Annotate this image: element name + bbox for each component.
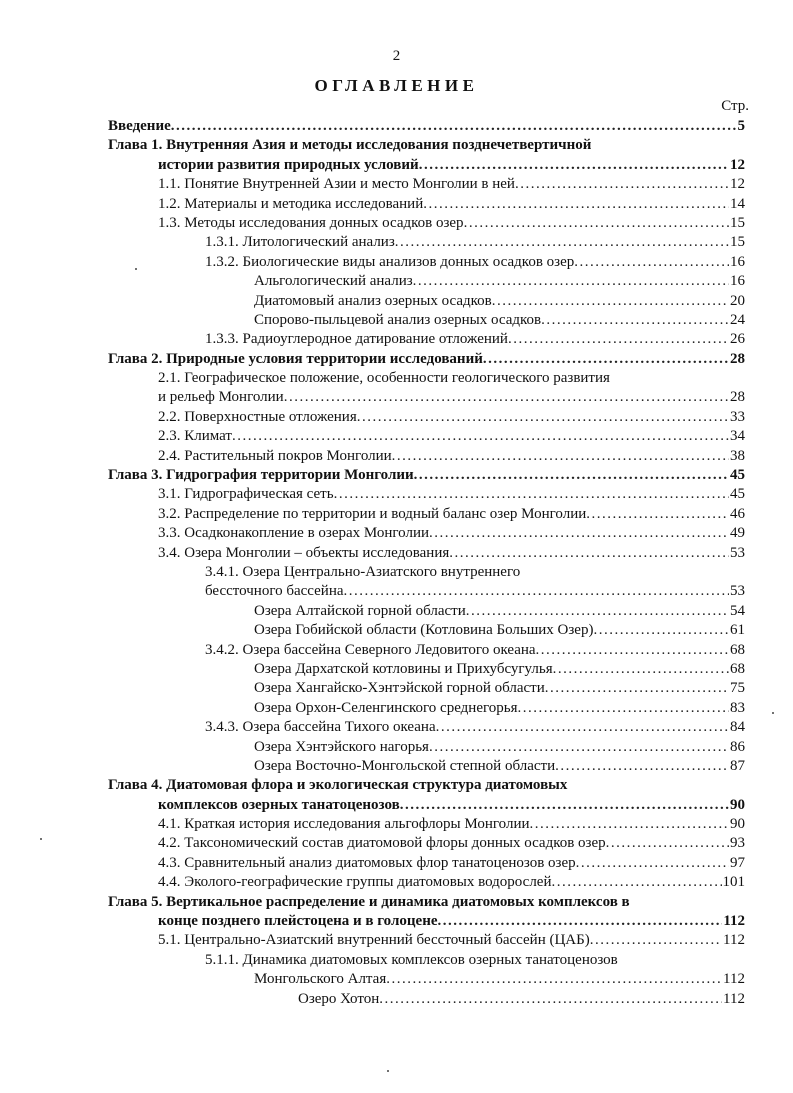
toc-entry	[108, 776, 745, 795]
toc-entry-row	[158, 427, 745, 446]
toc-entry-row	[158, 524, 745, 543]
dot-leader	[171, 117, 737, 136]
toc-entry-row	[158, 175, 745, 194]
toc-entry-title: Озера Хангайско-Хэнтэйской горной области	[254, 680, 545, 697]
toc-entry-title: 2.2. Поверхностные отложения	[158, 408, 357, 425]
toc-entry	[108, 738, 745, 757]
toc-entry-row	[158, 544, 745, 563]
scan-speck	[387, 1070, 389, 1072]
toc-entry	[108, 563, 745, 582]
toc-entry-row	[298, 990, 745, 1009]
dot-leader	[545, 679, 729, 698]
dot-leader	[541, 311, 729, 330]
toc-entry-page: 97	[730, 854, 745, 871]
toc-entry	[108, 272, 745, 291]
toc-entry-title: 3.1. Гидрографическая сеть	[158, 486, 334, 503]
toc-entry-row	[158, 854, 745, 873]
scan-speck	[40, 838, 42, 840]
toc-entry-title: 3.4.2. Озера бассейна Северного Ледовитого океана	[205, 641, 536, 658]
toc-entry-title: Озера Орхон-Селенгинского среднегорья	[254, 699, 518, 716]
dot-leader	[518, 699, 730, 718]
toc-entry-title: 1.3.1. Литологический анализ	[205, 234, 395, 251]
toc-entry-row	[254, 699, 745, 718]
dot-leader	[576, 854, 729, 873]
toc-entry	[108, 505, 745, 524]
dot-leader	[438, 912, 723, 931]
toc-entry-page: 33	[730, 408, 745, 425]
toc-entry	[108, 350, 745, 369]
dot-leader	[590, 931, 722, 950]
toc-entry	[108, 427, 745, 446]
toc-entry	[108, 796, 745, 815]
toc-entry-page: 84	[730, 719, 745, 736]
toc-entry-page: 28	[730, 389, 745, 406]
toc-entry-row	[108, 350, 745, 369]
toc-entry	[108, 524, 745, 543]
scan-speck	[135, 268, 137, 270]
toc-entry	[108, 136, 745, 155]
toc-entry-title: 1.3.2. Биологические виды анализов донных осадков озер	[205, 253, 575, 270]
toc-entry-row	[254, 311, 745, 330]
toc-entry-title: бессточного бассейна	[205, 583, 344, 600]
toc-entry-row	[205, 233, 745, 252]
dot-leader	[419, 156, 729, 175]
toc-entry	[108, 311, 745, 330]
toc-entry-page: 53	[730, 544, 745, 561]
toc-entry-row	[205, 718, 745, 737]
toc-entry	[108, 621, 745, 640]
toc-entry	[108, 873, 745, 892]
toc-entry-page: 26	[730, 331, 745, 348]
toc-entry-title: 3.4.3. Озера бассейна Тихого океана	[205, 719, 436, 736]
toc-entry-title: 2.4. Растительный покров Монголии	[158, 447, 392, 464]
toc-entry-row	[158, 912, 745, 931]
toc-entry-row	[108, 466, 745, 485]
toc-entry-title: Введение	[108, 118, 171, 134]
dot-leader	[423, 195, 729, 214]
toc-entry-row	[254, 660, 745, 679]
toc-entry	[108, 679, 745, 698]
dot-leader	[586, 505, 729, 524]
toc-entry-title: 1.1. Понятие Внутренней Азии и место Монголии в ней	[158, 176, 515, 193]
dot-leader	[530, 815, 730, 834]
toc-entry-page: 28	[730, 350, 745, 367]
toc-entry-title: 2.3. Климат	[158, 428, 232, 445]
toc-entry	[108, 893, 745, 912]
toc-entry	[108, 815, 745, 834]
dot-leader	[552, 873, 722, 892]
toc-entry-title: Спорово-пыльцевой анализ озерных осадков	[254, 311, 542, 328]
toc-entry-title: и рельеф Монголии	[158, 389, 284, 406]
toc-entry-title: 3.2. Распределение по территории и водный баланс озер Монголии	[158, 505, 587, 522]
toc-entry-title: Озера Восточно-Монгольской степной области	[254, 757, 556, 774]
scan-speck	[772, 712, 774, 714]
toc-entry-page: 83	[730, 699, 745, 716]
toc-entry	[108, 699, 745, 718]
toc-entry-title: 1.2. Материалы и методика исследований	[158, 195, 424, 212]
dot-leader	[429, 738, 729, 757]
toc-entry-page: 75	[730, 680, 745, 697]
toc-entry-row	[158, 447, 745, 466]
dot-leader	[483, 350, 729, 369]
toc-entry-title: Диатомовый анализ озерных осадков	[254, 292, 492, 309]
toc-entry-row	[254, 272, 745, 291]
toc-entry-title: Глава 1. Внутренняя Азия и методы исследования позднечетвертичной	[108, 137, 592, 154]
toc-entry	[108, 292, 745, 311]
dot-leader	[593, 621, 729, 640]
toc-entry-title: 2.1. Географическое положение, особенности геологического развития	[158, 370, 610, 387]
toc-entry-page: 101	[722, 874, 745, 891]
toc-entry	[108, 602, 745, 621]
toc-entry-page: 68	[730, 660, 745, 677]
toc-entry-row	[254, 292, 745, 311]
toc-entry-row	[254, 970, 745, 989]
dot-leader	[436, 718, 729, 737]
toc-entry-title: истории развития природных условий	[158, 156, 419, 173]
toc-entry-title: 1.3. Методы исследования донных осадков озер	[158, 214, 464, 231]
toc-entry-page: 54	[730, 602, 745, 619]
toc-entry-title: 4.3. Сравнительный анализ диатомовых флор танатоценозов озер	[158, 854, 576, 871]
toc-entry	[108, 990, 745, 1009]
toc-entry-title: Монгольского Алтая	[254, 971, 387, 988]
toc-entry-title: Озера Алтайской горной области	[254, 602, 466, 619]
toc-entry	[108, 408, 745, 427]
toc-entry-row	[254, 757, 745, 776]
toc-entry-page: 112	[723, 932, 745, 949]
toc-entry-row	[108, 136, 745, 155]
toc-entry-row	[254, 602, 745, 621]
dot-leader	[492, 292, 729, 311]
toc-entry	[108, 447, 745, 466]
toc-entry	[108, 757, 745, 776]
toc-entry	[108, 233, 745, 252]
toc-entry-page: 90	[730, 796, 745, 813]
dot-leader	[284, 388, 729, 407]
toc-entry-page: 90	[730, 816, 745, 833]
dot-leader	[449, 544, 729, 563]
toc-entry-row	[108, 776, 745, 795]
toc-entry-title: 4.2. Таксономический состав диатомовой флоры донных осадков озер	[158, 835, 606, 852]
toc-entry-page: 68	[730, 641, 745, 658]
toc-entry-title: 1.3.3. Радиоуглеродное датирование отложений	[205, 331, 508, 348]
toc-entry-row	[158, 408, 745, 427]
toc-entry-row	[158, 931, 745, 950]
toc-entry	[108, 544, 745, 563]
dot-leader	[386, 970, 722, 989]
dot-leader	[555, 757, 729, 776]
toc-entry-title: 4.1. Краткая история исследования альгофлоры Монголии	[158, 816, 530, 833]
toc-entry-row	[158, 796, 745, 815]
toc-entry-title: 5.1. Центрально-Азиатский внутренний бессточный бассейн (ЦАБ)	[158, 932, 590, 949]
toc-entry-row	[205, 582, 745, 601]
toc-entry-page: 12	[730, 176, 745, 193]
toc-entry	[108, 330, 745, 349]
toc-entry-row	[158, 815, 745, 834]
toc-entry	[108, 834, 745, 853]
page-number: 2	[392, 48, 401, 64]
toc-entry-page: 16	[730, 273, 745, 290]
toc-entry	[108, 854, 745, 873]
toc-entry	[108, 195, 745, 214]
toc-entry-page: 49	[730, 525, 745, 542]
toc-entry-page: 15	[730, 234, 745, 251]
toc-entry-title: 3.3. Осадконакопление в озерах Монголии	[158, 525, 430, 542]
dot-leader	[606, 834, 729, 853]
dot-leader	[413, 272, 729, 291]
toc-entry-title: Озера Дархатской котловины и Прихубсугулья	[254, 660, 553, 677]
toc-entry	[108, 912, 745, 931]
toc-entry-page: 112	[723, 913, 745, 930]
dot-leader	[508, 330, 729, 349]
toc-entry-row	[254, 621, 745, 640]
toc-entry	[108, 175, 745, 194]
toc-entry-title: Глава 2. Природные условия территории исследований	[108, 350, 483, 367]
page-title: ОГЛАВЛЕНИЕ	[314, 76, 479, 95]
toc-entry-page: 112	[723, 971, 745, 988]
dot-leader	[400, 796, 729, 815]
toc-entry-page: 34	[730, 428, 745, 445]
dot-leader	[379, 990, 722, 1009]
toc-entry	[108, 931, 745, 950]
toc-entry	[108, 641, 745, 660]
toc-entry-row	[108, 117, 745, 136]
dot-leader	[464, 214, 729, 233]
toc-entry	[108, 156, 745, 175]
toc-entry-page: 45	[730, 467, 745, 484]
toc-entry	[108, 369, 745, 388]
toc-entry-row	[158, 485, 745, 504]
toc-entry-title: Озера Хэнтэйского нагорья	[254, 738, 429, 755]
toc-entry-title: 4.4. Эколого-географические группы диатомовых водорослей	[158, 874, 552, 891]
toc-entry-row	[205, 951, 745, 970]
toc-entry-page: 87	[730, 757, 745, 774]
dot-leader	[395, 233, 729, 252]
toc-entry-page: 45	[730, 486, 745, 503]
page-column-label: Стр.	[721, 98, 749, 114]
toc-entry-row	[108, 893, 745, 912]
toc-entry-row	[158, 369, 745, 388]
dot-leader	[466, 602, 729, 621]
dot-leader	[536, 641, 729, 660]
toc-entry-page: 53	[730, 583, 745, 600]
toc-entry-row	[205, 641, 745, 660]
toc-entry	[108, 388, 745, 407]
toc-entry	[108, 214, 745, 233]
toc-entry-title: Глава 5. Вертикальное распределение и динамика диатомовых комплексов в	[108, 893, 630, 910]
toc-entry-page: 38	[730, 447, 745, 464]
dot-leader	[344, 582, 729, 601]
dot-leader	[392, 447, 729, 466]
toc-entry-page: 5	[737, 118, 745, 134]
toc-entry-page: 86	[730, 738, 745, 755]
toc-entry	[108, 466, 745, 485]
dot-leader	[429, 524, 729, 543]
dot-leader	[232, 427, 729, 446]
toc-entry-row	[158, 873, 745, 892]
toc-entry-title: Альгологический анализ	[254, 273, 413, 290]
toc-entry-page: 61	[730, 622, 745, 639]
toc-entry	[108, 660, 745, 679]
dot-leader	[334, 485, 729, 504]
dot-leader	[414, 466, 729, 485]
toc-entry-title: 3.4.1. Озера Центрально-Азиатского внутреннего	[205, 563, 521, 580]
toc-entry-row	[205, 253, 745, 272]
toc-entry-page: 46	[730, 505, 745, 522]
toc-entry-row	[158, 834, 745, 853]
dot-leader	[553, 660, 729, 679]
dot-leader	[357, 408, 729, 427]
toc-entry-page: 93	[730, 835, 745, 852]
toc-entry-page: 112	[723, 990, 745, 1007]
toc-entry-row	[158, 195, 745, 214]
toc-entry-row	[158, 156, 745, 175]
toc-entry-row	[205, 563, 745, 582]
toc-entry-page: 14	[730, 195, 745, 212]
toc-entry-title: Озера Гобийской области (Котловина Больших Озер)	[254, 622, 594, 639]
dot-leader	[574, 253, 729, 272]
toc-entry-row	[205, 330, 745, 349]
toc-entry-title: Глава 3. Гидрография территории Монголии	[108, 467, 414, 484]
toc-entry	[108, 485, 745, 504]
toc-entry-page: 15	[730, 214, 745, 231]
toc-entry-title: комплексов озерных танатоценозов	[158, 796, 400, 813]
toc-entry-page: 20	[730, 292, 745, 309]
dot-leader	[515, 175, 729, 194]
toc-entry-page: 12	[730, 156, 745, 173]
toc-entry	[108, 582, 745, 601]
toc-entry-title: конце позднего плейстоцена и в голоцене	[158, 913, 438, 930]
toc-entry-row	[158, 388, 745, 407]
toc-entry-row	[254, 679, 745, 698]
toc-entry-row	[158, 505, 745, 524]
toc-entry	[108, 253, 745, 272]
toc-entry	[108, 951, 745, 970]
toc-entry	[108, 117, 745, 136]
toc-entry	[108, 970, 745, 989]
toc-entry-page: 24	[730, 311, 745, 328]
toc-entry-row	[158, 214, 745, 233]
toc-entry-page: 16	[730, 253, 745, 270]
toc-entry-title: Озеро Хотон	[298, 990, 380, 1007]
toc-entry-title: Глава 4. Диатомовая флора и экологическая структура диатомовых	[108, 777, 568, 794]
toc-entry-row	[254, 738, 745, 757]
toc-entry	[108, 718, 745, 737]
toc-entry-title: 5.1.1. Динамика диатомовых комплексов озерных танатоценозов	[205, 951, 618, 968]
table-of-contents	[108, 117, 745, 1009]
toc-entry-title: 3.4. Озера Монголии – объекты исследования	[158, 544, 450, 561]
